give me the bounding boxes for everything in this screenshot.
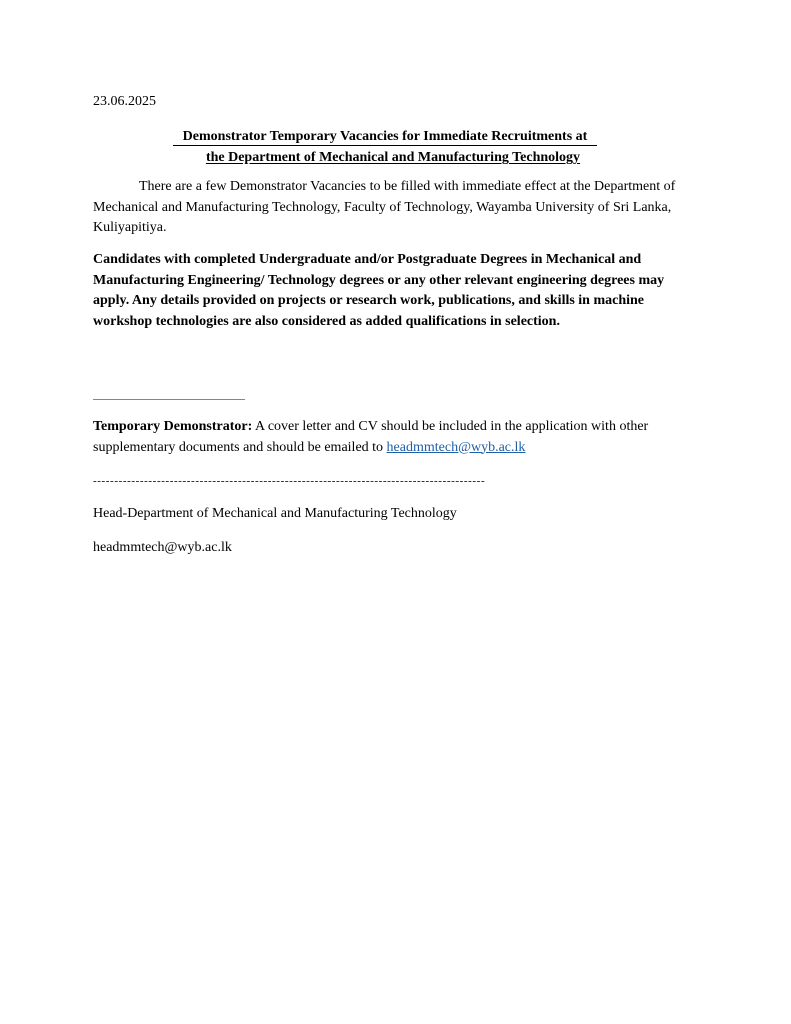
section-divider-line (93, 399, 245, 400)
title-line-1: Demonstrator Temporary Vacancies for Immediate Recruitments at (173, 128, 598, 146)
application-label: Temporary Demonstrator: (93, 419, 253, 434)
title-line-2: the Department of Mechanical and Manufacturing Technology (205, 150, 581, 165)
document-title (93, 126, 693, 168)
intro-paragraph: There are a few Demonstrator Vacancies to be filled with immediate effect at the Department of Mechanical and Manufacturing Technology, Faculty of Technology, Wayamba University of Sri Lanka, Kuliyapitiya. (93, 179, 676, 235)
signoff-title: Head-Department of Mechanical and Manufacturing Technology (93, 506, 457, 521)
document-date: 23.06.2025 (93, 94, 156, 109)
application-email-link[interactable]: headmmtech@wyb.ac.lk (386, 439, 526, 455)
application-text: A cover letter and CV should be included in the application with other supplementary documents and should be emailed to (93, 419, 649, 455)
dashed-separator: -------------------------------------------------------------------------------------------- (93, 475, 486, 487)
eligibility-paragraph: Candidates with completed Undergraduate and/or Postgraduate Degrees in Mechanical and Manufacturing Engineering/ Technology degrees or any other relevant engineering degrees may apply. Any details provided on projects or research work, publications, and skills in machine workshop technologies are also considered as added qualifications in selection. (93, 252, 665, 329)
application-paragraph (93, 417, 693, 458)
contact-email: headmmtech@wyb.ac.lk (93, 540, 232, 555)
